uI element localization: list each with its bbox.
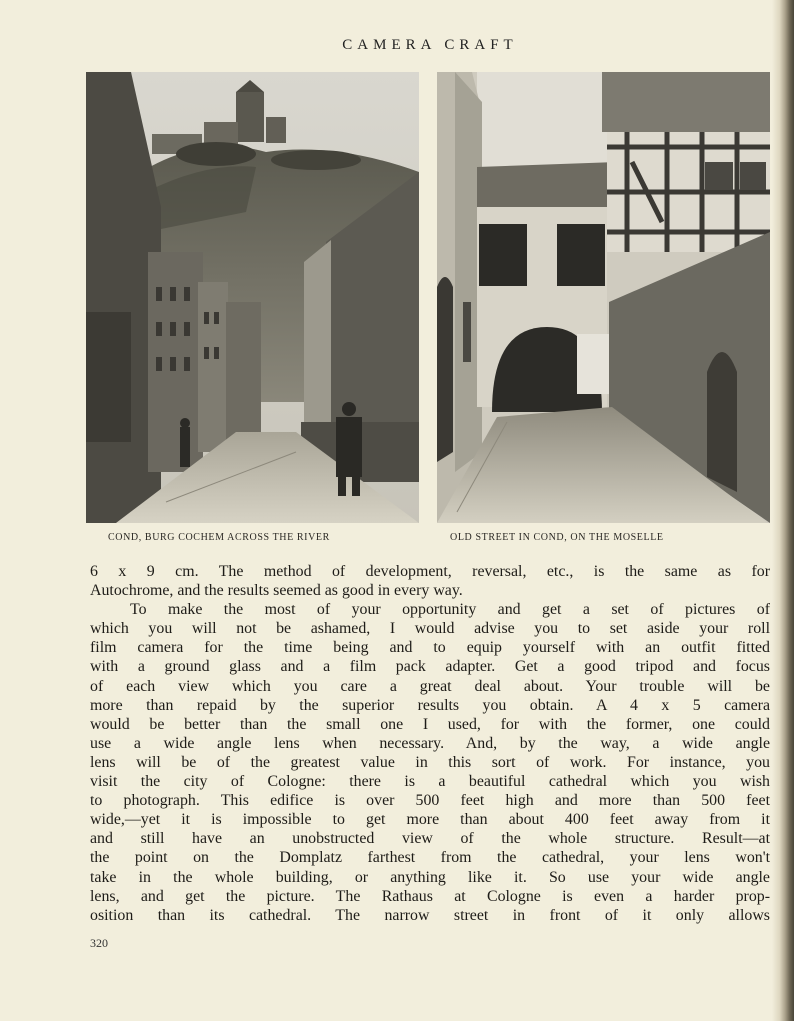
text-line: lens will be of the greatest value in this sort of work. For instance, you: [90, 753, 770, 771]
photo-burg-cochem: [86, 72, 419, 523]
text-line: more than repaid by the superior results you obtain. A 4 x 5 camera: [90, 696, 770, 714]
text-line: film camera for the time being and to equip yourself with an outfit fitted: [90, 639, 770, 657]
figure-caption-right: OLD STREET IN COND, ON THE MOSELLE: [450, 532, 664, 543]
text-line: use a wide angle lens when necessary. And, by the way, a wide angle: [90, 734, 770, 752]
text-line: To make the most of your opportunity and get a set of pictures of: [130, 601, 770, 619]
text-line: with a ground glass and a film pack adapter. Get a good tripod and focus: [90, 658, 770, 676]
text-line: the point on the Domplatz farthest from the cathedral, your lens won't: [90, 849, 770, 867]
running-header: CAMERA CRAFT: [342, 37, 518, 53]
article-body: [90, 562, 770, 925]
text-line: which you will not be ashamed, I would advise you to set aside your roll: [90, 620, 770, 638]
photo-old-street: [437, 72, 770, 523]
text-line: of each view which you care a great deal about. Your trouble will be: [90, 677, 770, 695]
text-line: visit the city of Cologne: there is a beautiful cathedral which you wish: [90, 773, 770, 791]
text-line: lens, and get the picture. The Rathaus at Cologne is even a harder prop-: [90, 887, 770, 905]
text-line: 6 x 9 cm. The method of development, reversal, etc., is the same as for: [90, 563, 770, 580]
text-line: Autochrome, and the results seemed as good in every way.: [90, 582, 463, 600]
book-binding-edge: [772, 0, 794, 1021]
text-line: take in the whole building, or anything like it. So use your wide angle: [90, 868, 770, 886]
text-line: and still have an unobstructed view of the whole structure. Result—at: [90, 830, 770, 848]
figure-caption-left: COND, BURG COCHEM ACROSS THE RIVER: [108, 532, 330, 543]
text-line: would be better than the small one I used, for with the former, one could: [90, 715, 770, 733]
page-number: 320: [90, 936, 108, 950]
text-line: to photograph. This edifice is over 500 feet high and more than 500 feet: [90, 792, 770, 810]
text-line: wide,—yet it is impossible to get more than about 400 feet away from it: [90, 811, 770, 829]
text-line: osition than its cathedral. The narrow street in front of it only allows: [90, 906, 770, 924]
